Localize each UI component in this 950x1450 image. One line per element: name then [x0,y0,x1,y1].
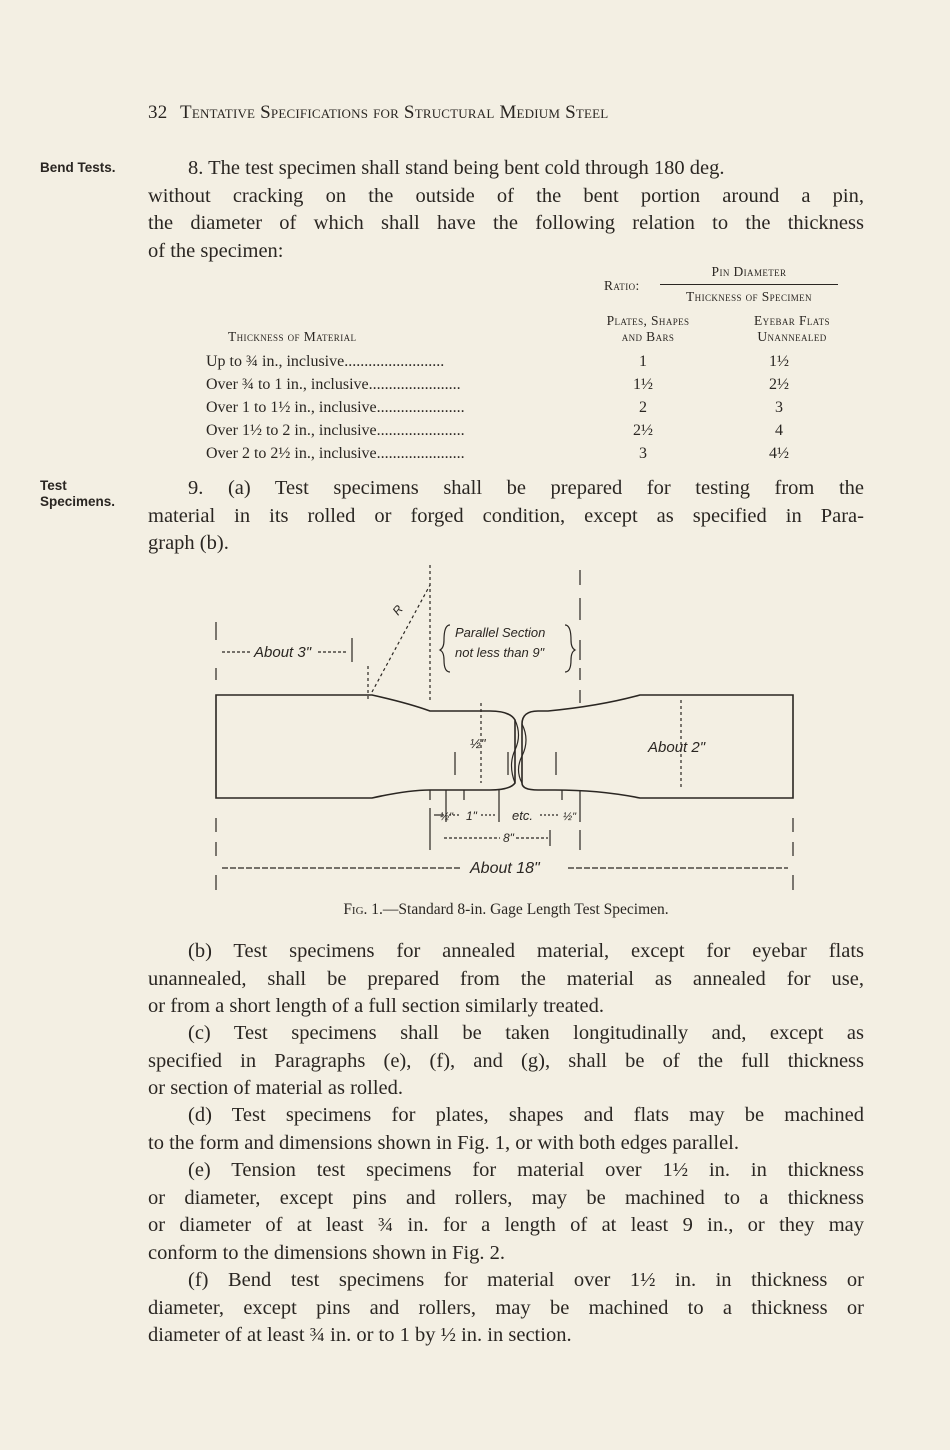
row-plates: 3 [639,445,647,462]
row-eyebar: 4½ [769,445,789,462]
page-number: 32 [148,102,168,123]
ratio-denominator: Thickness of Specimen [686,289,812,304]
para-c-line3: or section of material as rolled. [148,1077,404,1099]
para8-line4: of the specimen: [148,239,284,262]
para-b-line1: (b) Test specimens for annealed material, except for eyebar flats [188,940,864,962]
para-e-line2: or diameter, except pins and rollers, may be machined to a thickness [148,1186,864,1209]
col-thickness-header: Thickness of Material [228,329,357,344]
paragraph-b [148,938,864,1021]
para8-line3: the diameter of which shall have the following relation to the thickness [148,212,864,234]
col-plates-header-2: and Bars [621,329,675,344]
row-label: Over 2 to 2½ in., inclusive...................... [206,445,465,462]
row-plates: 2 [639,399,647,416]
sidenote-test: Test [40,478,67,493]
paragraph-c [148,1020,864,1103]
para9a-line1: 9. (a) Test specimens shall be prepared for testing from the [188,477,864,499]
para-f-line3: diameter of at least ¾ in. or to 1 by ½ in. in section. [148,1324,572,1346]
sidenote-bend-tests: Bend Tests. [40,160,116,175]
para-e-line3: or diameter of at least ¾ in. for a length of at least 9 in., or they may [148,1214,864,1236]
row-label: Over 1 to 1½ in., inclusive...................... [206,399,465,416]
figure-caption [148,901,864,919]
row-plates: 1½ [633,376,653,393]
row-eyebar: 3 [775,399,783,416]
para-e-line1: (e) Tension test specimens for material over 1½ in. in thickness [188,1159,864,1181]
row-plates: 1 [639,353,647,370]
label-parallel-section: Parallel Section [455,625,546,640]
para-c-line1: (c) Test specimens shall be taken longitudinally and, except as [188,1022,864,1044]
para-c-line2: specified in Paragraphs (e), (f), and (g), shall be of the full thickness [148,1049,864,1072]
col-eyebar-header-1: Eyebar Flats [754,313,830,328]
label-dim-8-inch: 8" [503,831,514,845]
para9a-line2: material in its rolled or forged condition, except as specified in Para- [148,504,864,527]
para-f-line2: diameter, except pins and rollers, may be machined to a thickness or [148,1296,864,1319]
para-e-line4: conform to the dimensions shown in Fig. 2. [148,1241,506,1264]
label-about-3: About 3" [254,644,312,661]
ratio-numerator: Pin Diameter [711,264,787,279]
para9a-line3: graph (b). [148,532,229,554]
paragraph-e [148,1157,864,1267]
caption-text: —Standard 8-in. Gage Length Test Specimen. [382,901,669,918]
para-b-line2: unannealed, shall be prepared from the material as annealed for use, [148,967,864,990]
para-d-line2: to the form and dimensions shown in Fig. 1, or with both edges parallel. [148,1131,740,1154]
label-dim-half-right: ½" [563,811,577,823]
row-eyebar: 1½ [769,353,789,370]
label-dim-half-left: ½" [440,811,454,823]
paragraph-f [148,1267,864,1350]
label-radius: R [389,602,406,618]
row-label: Up to ¾ in., inclusive......................... [206,353,445,370]
row-plates: 2½ [633,422,653,439]
paragraph-d [148,1102,864,1157]
row-label: Over 1½ to 2 in., inclusive...................... [206,422,465,439]
sidenote-specimens: Specimens. [40,494,116,509]
col-plates-header-1: Plates, Shapes [606,313,690,328]
label-dim-etc: etc. [512,808,533,823]
para-d-line1: (d) Test specimens for plates, shapes and flats may be machined [188,1104,864,1126]
para8-line1: 8. The test specimen shall stand being bent cold through 180 deg. [188,157,725,179]
col-eyebar-header-2: Unannealed [757,329,827,344]
para-b-line3: or from a short length of a full section similarly treated. [148,995,604,1017]
para8-line2: without cracking on the outside of the bent portion around a pin, [148,184,864,207]
label-not-less-than-9: not less than 9" [455,645,545,660]
header-title: Tentative Specifications for Structural Medium Steel [180,102,609,123]
row-eyebar: 4 [775,422,783,439]
row-label: Over ¾ to 1 in., inclusive....................... [206,376,461,393]
para-f-line1: (f) Bend test specimens for material over 1½ in. in thickness or [188,1269,864,1291]
caption-fig-number: Fig. 1. [343,901,383,918]
row-eyebar: 2½ [769,376,789,393]
label-half-inch: ½" [470,736,486,751]
label-about-2: About 2" [648,739,706,756]
label-dim-1-inch: 1" [466,809,477,823]
ratio-label: Ratio: [604,278,640,293]
label-about-18: About 18" [470,860,540,877]
